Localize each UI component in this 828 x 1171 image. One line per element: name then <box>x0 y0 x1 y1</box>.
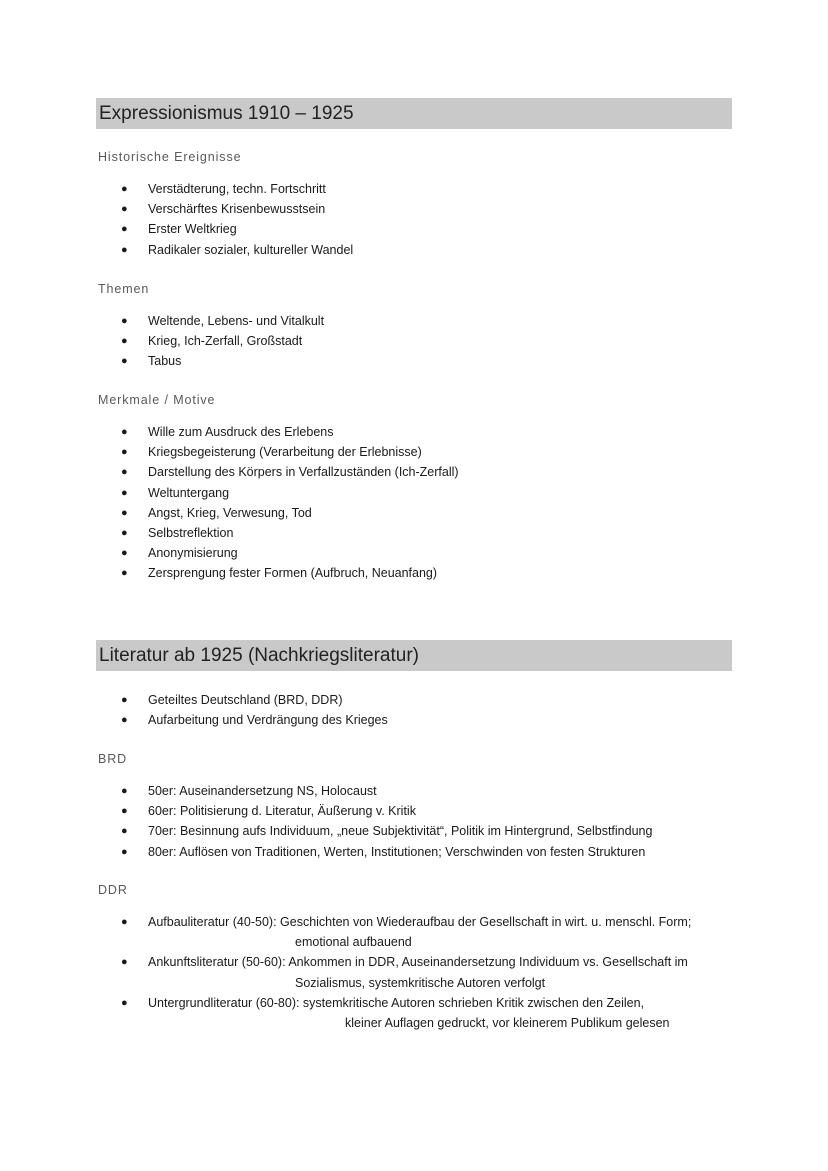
bullet-icon: ● <box>121 446 128 459</box>
list-item: ● 80er: Auflösen von Traditionen, Werten, Institutionen; Verschwinden von festen Strukturen <box>0 842 828 862</box>
bullet-icon: ● <box>121 825 128 838</box>
bullet-icon: ● <box>121 714 128 727</box>
list-historische-ereignisse <box>0 179 828 260</box>
bullet-icon: ● <box>121 506 128 519</box>
list-item: ● Wille zum Ausdruck des Erlebens <box>0 422 828 442</box>
list-brd <box>0 781 828 862</box>
list-item: ● Erster Weltkrieg <box>0 219 828 239</box>
list-ddr <box>0 912 828 1033</box>
list-item: ● Krieg, Ich-Zerfall, Großstadt <box>0 331 828 351</box>
bullet-icon: ● <box>121 203 128 216</box>
list-item: ● Selbstreflektion <box>0 523 828 543</box>
list-item: ● Anonymisierung <box>0 543 828 563</box>
list-item-continuation: emotional aufbauend <box>295 935 412 950</box>
list-item: ● Tabus <box>0 351 828 371</box>
subheading-brd: BRD <box>98 752 128 766</box>
list-literatur-intro <box>0 690 828 730</box>
bullet-icon: ● <box>121 315 128 327</box>
list-item: ● Verschärftes Krisenbewusstsein <box>0 199 828 219</box>
section-title-literatur-ab-1925: Literatur ab 1925 (Nachkriegsliteratur) <box>96 640 732 671</box>
bullet-icon: ● <box>121 466 128 479</box>
list-item: ● 60er: Politisierung d. Literatur, Äußerung v. Kritik <box>0 801 828 821</box>
bullet-icon: ● <box>121 355 128 368</box>
bullet-icon: ● <box>121 526 128 539</box>
list-item: ● Zersprengung fester Formen (Aufbruch, Neuanfang) <box>0 563 828 583</box>
bullet-icon: ● <box>121 916 128 928</box>
list-item: ● Angst, Krieg, Verwesung, Tod <box>0 503 828 523</box>
bullet-icon: ● <box>121 547 128 560</box>
list-item: ● Radikaler sozialer, kultureller Wandel <box>0 240 828 260</box>
subheading-historische-ereignisse: Historische Ereignisse <box>98 150 242 164</box>
bullet-icon: ● <box>121 243 128 256</box>
section-title-expressionismus: Expressionismus 1910 – 1925 <box>96 98 732 129</box>
bullet-icon: ● <box>121 183 128 195</box>
list-item: ● Geteiltes Deutschland (BRD, DDR) <box>0 690 828 710</box>
list-item: ● Weltende, Lebens- und Vitalkult <box>0 311 828 331</box>
list-merkmale-motive <box>0 422 828 584</box>
list-item: ● Kriegsbegeisterung (Verarbeitung der Erlebnisse) <box>0 442 828 462</box>
list-item: ● Aufbauliteratur (40-50): Geschichten von Wiederaufbau der Gesellschaft in wirt. u. menschl. Form; <box>0 912 828 932</box>
list-themen <box>0 311 828 372</box>
bullet-icon: ● <box>121 805 128 818</box>
bullet-icon: ● <box>121 694 128 706</box>
subheading-ddr: DDR <box>98 883 128 897</box>
list-item: ● Untergrundliteratur (60-80): systemkritische Autoren schrieben Kritik zwischen den Zeilen, <box>0 993 828 1013</box>
bullet-icon: ● <box>121 996 128 1009</box>
subheading-merkmale-motive: Merkmale / Motive <box>98 393 216 407</box>
bullet-icon: ● <box>121 486 128 499</box>
list-item: ● Verstädterung, techn. Fortschritt <box>0 179 828 199</box>
list-item-continuation: kleiner Auflagen gedruckt, vor kleinerem Publikum gelesen <box>345 1015 670 1030</box>
bullet-icon: ● <box>121 223 128 236</box>
list-item: ● 70er: Besinnung aufs Individuum, „neue Subjektivität“, Politik im Hintergrund, Selbstfindung <box>0 821 828 841</box>
list-item: ● Ankunftsliteratur (50-60): Ankommen in DDR, Auseinandersetzung Individuum vs. Gesellschaft im <box>0 952 828 972</box>
list-item: ● Darstellung des Körpers in Verfallzuständen (Ich-Zerfall) <box>0 462 828 482</box>
bullet-icon: ● <box>121 426 128 438</box>
bullet-icon: ● <box>121 956 128 969</box>
subheading-themen: Themen <box>98 282 150 296</box>
list-item: ● Weltuntergang <box>0 483 828 503</box>
list-item: ● Aufarbeitung und Verdrängung des Krieges <box>0 710 828 730</box>
bullet-icon: ● <box>121 335 128 348</box>
bullet-icon: ● <box>121 567 128 580</box>
list-item: ● 50er: Auseinandersetzung NS, Holocaust <box>0 781 828 801</box>
bullet-icon: ● <box>121 785 128 797</box>
bullet-icon: ● <box>121 845 128 858</box>
list-item-continuation: Sozialismus, systemkritische Autoren verfolgt <box>295 975 546 990</box>
